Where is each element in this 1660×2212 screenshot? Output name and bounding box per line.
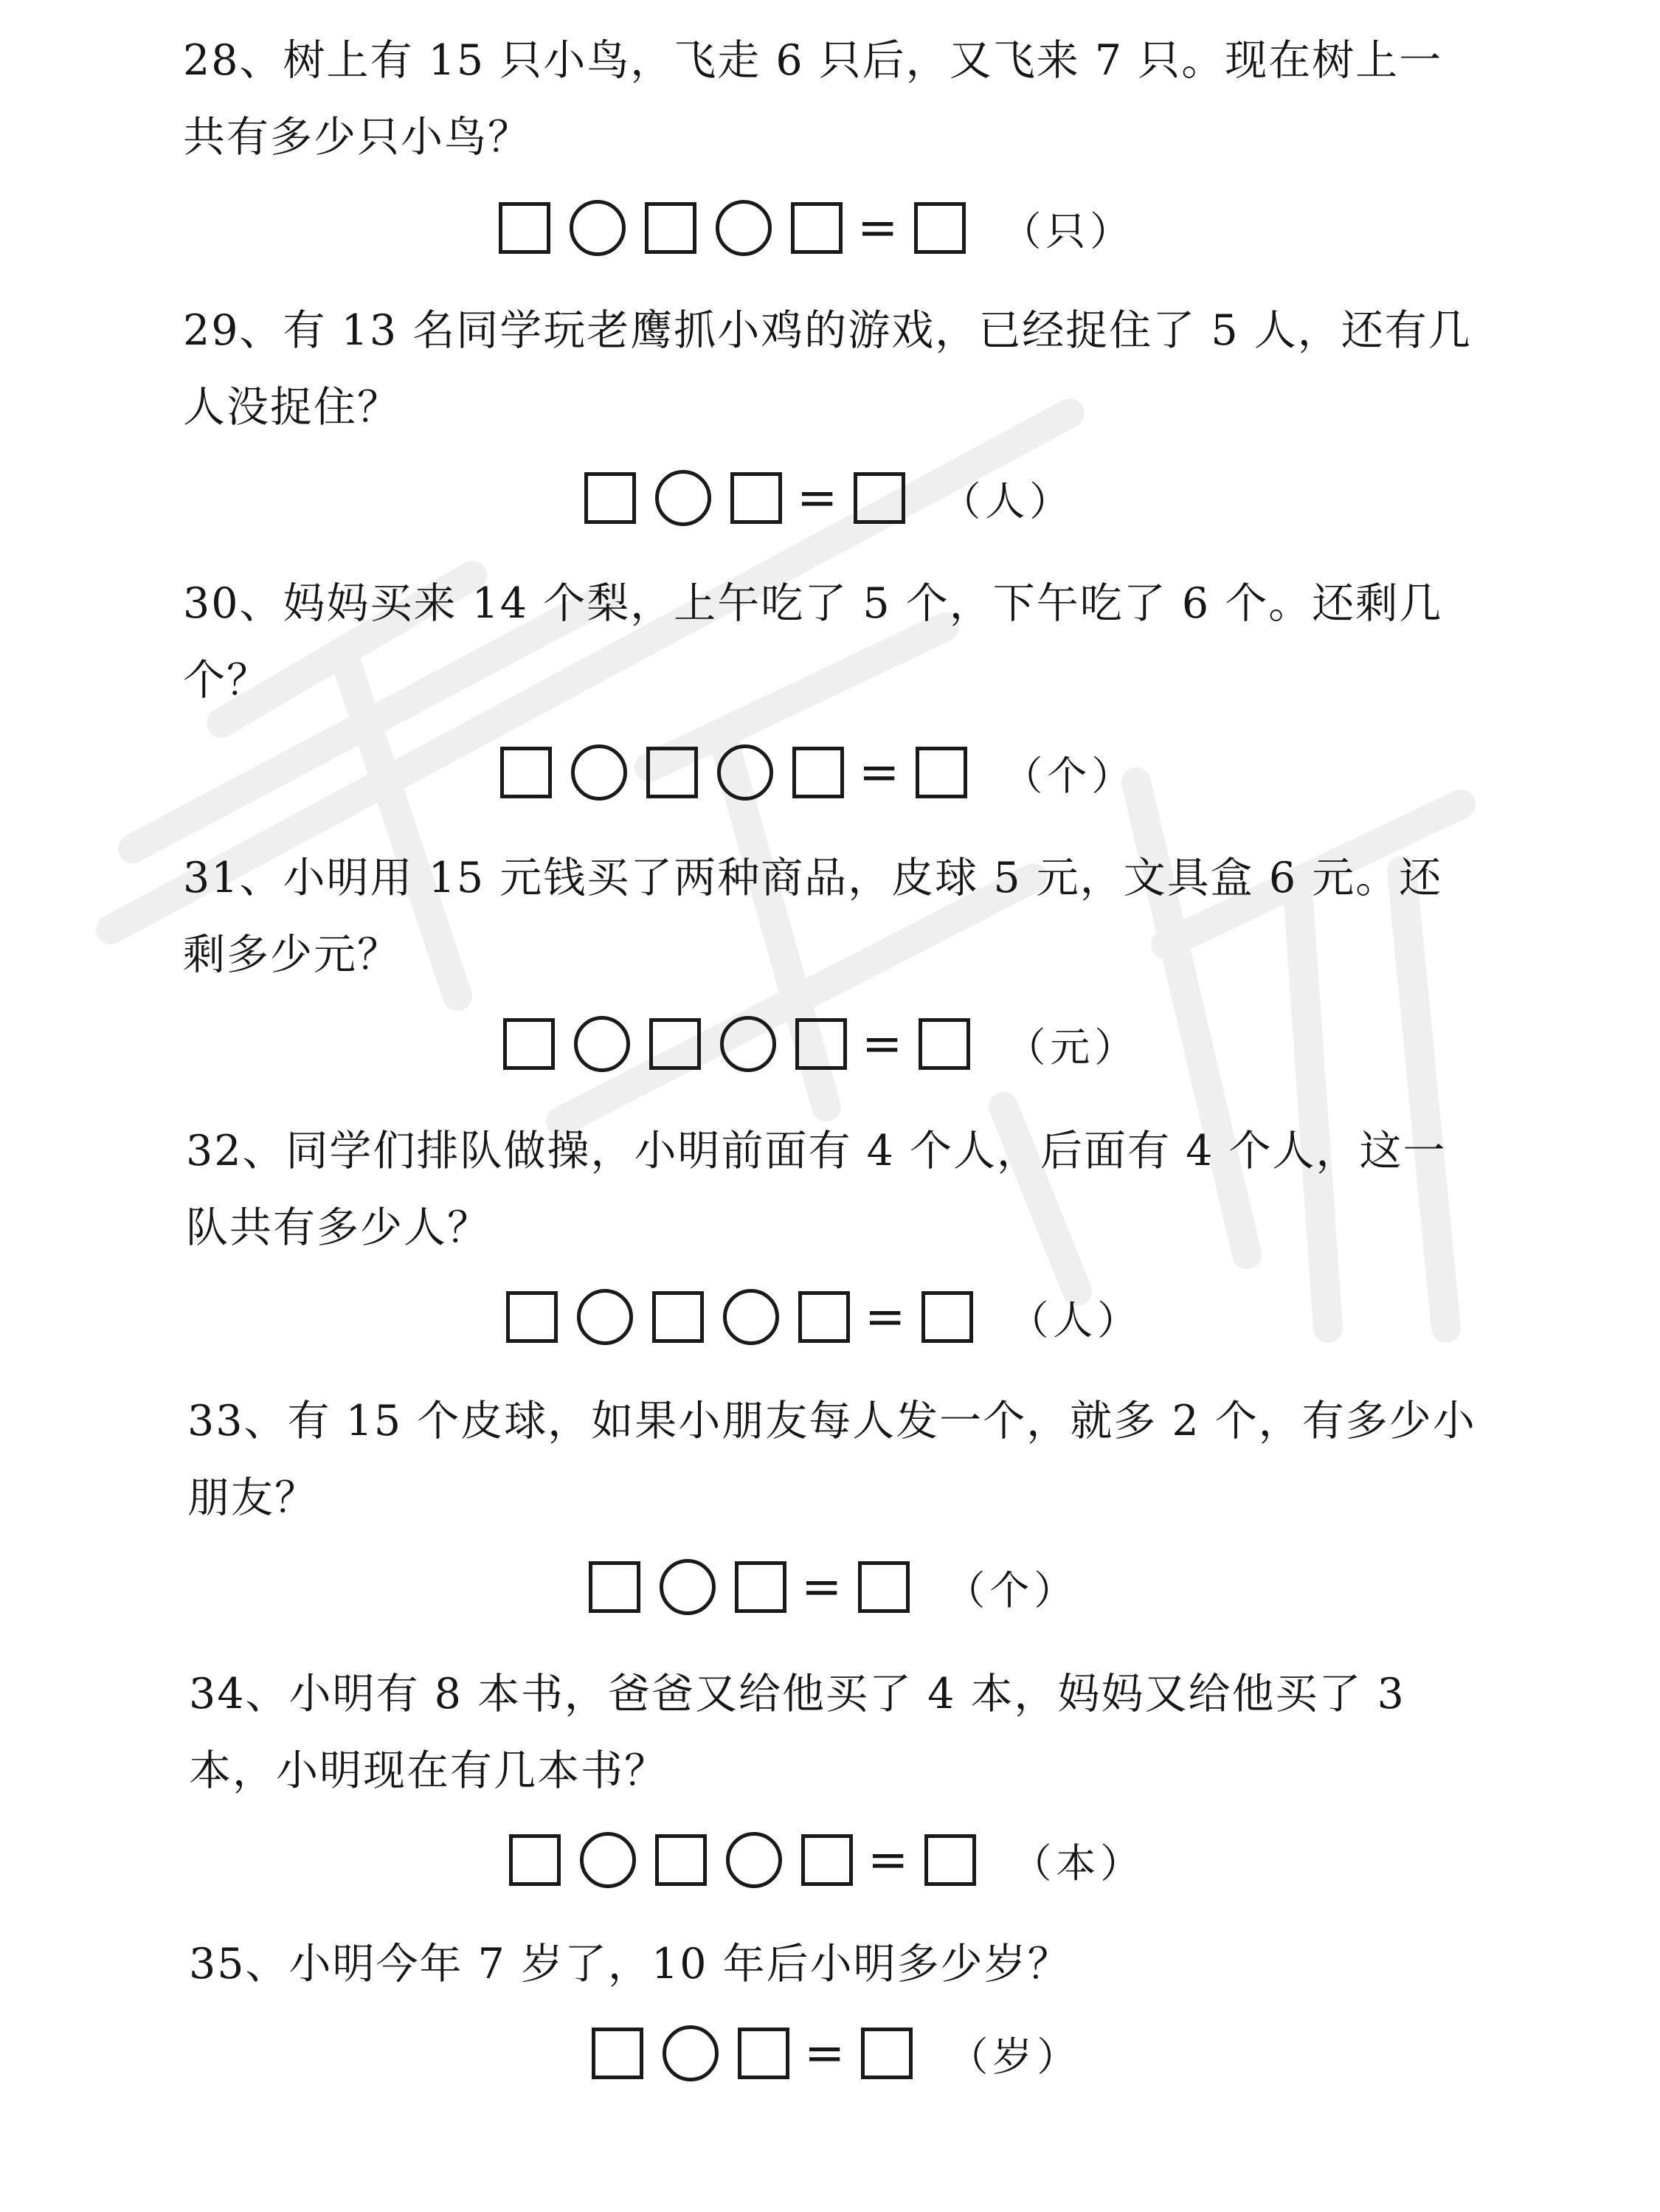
answer-formula-31 <box>503 1011 1138 1077</box>
unit-label: （人） <box>1009 1296 1142 1344</box>
question-text: 33、有 15 个皮球，如果小朋友每人发一个，就多 2 个，有多少小朋友？ <box>187 1397 1476 1522</box>
answer-box[interactable] <box>735 1561 786 1613</box>
equals-sign: = <box>868 1831 909 1888</box>
equals-sign: = <box>862 1015 903 1072</box>
problem-31 <box>183 840 1481 993</box>
operator-circle[interactable] <box>716 200 772 256</box>
result-box[interactable] <box>919 1018 970 1070</box>
problem-28 <box>183 22 1481 176</box>
answer-box[interactable] <box>509 1834 561 1886</box>
result-box[interactable] <box>854 472 905 524</box>
answer-box[interactable] <box>791 202 843 254</box>
answer-box[interactable] <box>592 2028 643 2079</box>
result-box[interactable] <box>924 1834 976 1886</box>
question-text: 31、小明用 15 元钱买了两种商品，皮球 5 元，文具盒 6 元。还剩多少元？ <box>183 854 1443 979</box>
operator-circle[interactable] <box>580 1832 636 1888</box>
answer-box[interactable] <box>730 472 782 524</box>
answer-box[interactable] <box>801 1834 853 1886</box>
equals-sign: = <box>857 199 899 256</box>
operator-circle[interactable] <box>726 1832 782 1888</box>
result-box[interactable] <box>916 747 967 798</box>
question-text: 32、同学们排队做操，小明前面有 4 个人，后面有 4 个人，这一队共有多少人？ <box>186 1127 1447 1252</box>
answer-formula-28 <box>499 195 1134 261</box>
equals-sign: = <box>801 1558 843 1615</box>
problem-29 <box>183 292 1481 446</box>
question-text: 35、小明今年 7 岁了，10 年后小明多少岁？ <box>189 1940 1071 1988</box>
answer-formula-29 <box>584 465 1073 531</box>
answer-formula-34 <box>509 1827 1144 1893</box>
operator-circle[interactable] <box>571 744 627 801</box>
answer-box[interactable] <box>798 1291 850 1343</box>
operator-circle[interactable] <box>720 1016 776 1072</box>
answer-formula-35 <box>592 2020 1081 2087</box>
answer-box[interactable] <box>792 747 844 798</box>
question-text: 34、小明有 8 本书，爸爸又给他买了 4 本，妈妈又给他买了 3 本，小明现在有几本书？ <box>189 1670 1405 1795</box>
answer-box[interactable] <box>649 1018 701 1070</box>
answer-box[interactable] <box>738 2028 789 2079</box>
answer-box[interactable] <box>499 202 550 254</box>
result-box[interactable] <box>921 1291 973 1343</box>
answer-box[interactable] <box>655 1834 707 1886</box>
answer-box[interactable] <box>645 202 696 254</box>
answer-box[interactable] <box>589 1561 640 1613</box>
equals-sign: = <box>804 2025 845 2081</box>
unit-label: （个） <box>1003 752 1136 799</box>
question-text: 30、妈妈买来 14 个梨，上午吃了 5 个，下午吃了 6 个。还剩几个？ <box>183 579 1443 705</box>
equals-sign: = <box>797 469 838 526</box>
operator-circle[interactable] <box>655 470 711 526</box>
answer-box[interactable] <box>506 1291 558 1343</box>
unit-label: （只） <box>1001 207 1135 255</box>
unit-label: （本） <box>1011 1839 1145 1887</box>
operator-circle[interactable] <box>574 1016 630 1072</box>
answer-box[interactable] <box>795 1018 847 1070</box>
problem-35 <box>189 1926 1487 2002</box>
answer-formula-32 <box>506 1284 1141 1350</box>
answer-box[interactable] <box>503 1018 555 1070</box>
unit-label: （岁） <box>948 2033 1082 2080</box>
problem-33 <box>187 1383 1486 1536</box>
question-text: 28、树上有 15 只小鸟，飞走 6 只后，又飞来 7 只。现在树上一共有多少只小鸟？ <box>183 36 1443 162</box>
unit-label: （元） <box>1006 1023 1139 1071</box>
question-text: 29、有 13 名同学玩老鹰抓小鸡的游戏，已经捉住了 5 人，还有几人没捉住？ <box>183 306 1472 432</box>
answer-box[interactable] <box>646 747 698 798</box>
answer-box[interactable] <box>500 747 552 798</box>
unit-label: （个） <box>945 1566 1079 1614</box>
operator-circle[interactable] <box>660 1559 716 1615</box>
equals-sign: = <box>859 744 900 801</box>
problem-30 <box>183 565 1481 719</box>
answer-formula-33 <box>589 1554 1078 1620</box>
result-box[interactable] <box>858 1561 910 1613</box>
result-box[interactable] <box>914 202 966 254</box>
equals-sign: = <box>865 1288 906 1345</box>
operator-circle[interactable] <box>577 1289 633 1345</box>
operator-circle[interactable] <box>717 744 773 801</box>
problem-34 <box>189 1656 1487 1809</box>
answer-formula-30 <box>500 739 1135 806</box>
answer-box[interactable] <box>584 472 636 524</box>
operator-circle[interactable] <box>663 2025 719 2081</box>
operator-circle[interactable] <box>570 200 626 256</box>
operator-circle[interactable] <box>723 1289 779 1345</box>
problem-32 <box>186 1113 1484 1266</box>
result-box[interactable] <box>861 2028 913 2079</box>
unit-label: （人） <box>941 477 1074 525</box>
answer-box[interactable] <box>652 1291 704 1343</box>
